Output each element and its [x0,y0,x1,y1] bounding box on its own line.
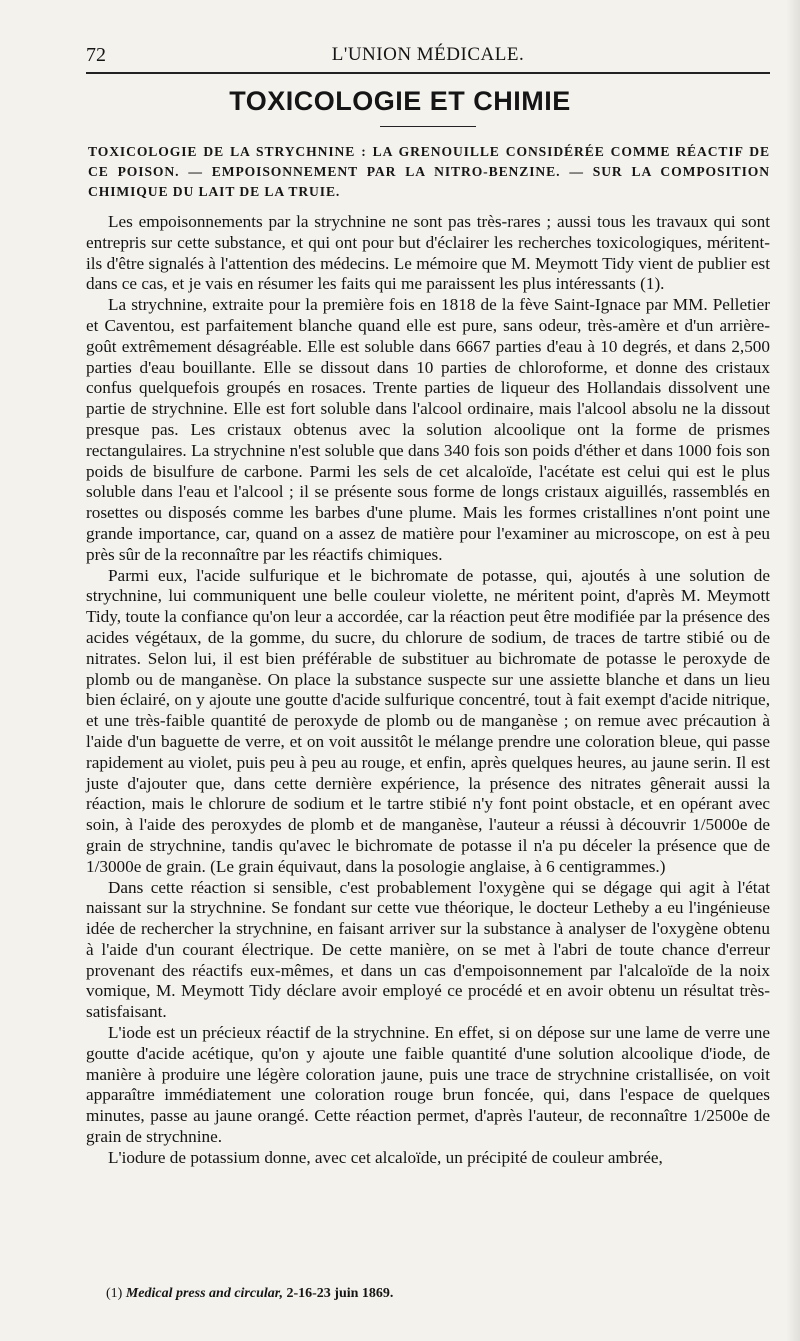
paragraph: L'iode est un précieux réactif de la strychnine. En effet, si on dépose sur une lame de verre une goutte d'acide acétique, qu'on y ajoute une faible quantité d'une solution alcoolique d'iode, de manière à produire une légère coloration jaune, puis une trace de strychnine cristallisée, on voit apparaître immédiatement une coloration rouge brun foncée, qui, dans l'espace de quelques minutes, passe au jaune orangé. Cette réaction permet, d'après l'auteur, de reconnaître 1/2500e de grain de strychnine. [86,1023,770,1147]
running-head: L'UNION MÉDICALE. [331,44,525,65]
footnote-date: 2-16-23 juin 1869. [286,1286,394,1301]
paragraph: Parmi eux, l'acide sulfurique et le bichromate de potasse, qui, ajoutés à une solution de strychnine, lui communiquent une belle couleur violette, ne méritent point, d'après M. Meymott Tidy, toute la confiance qu'on leur a accordée, car la réaction peut être modifiée par la présence des acides végétaux, de la gomme, du sucre, du chlorure de sodium, de traces de tartre stibié ou de nitrates. Selon lui, il est bien préférable de substituer au bichromate de potasse le peroxyde de plomb ou de manganèse. On place la substance suspecte sur une assiette blanche et dans un lieu bien éclairé, on y ajoute une goutte d'acide sulfurique concentré, tout à fait exempt d'acide nitrique, et une très-faible quantité de peroxyde de plomb ou de manganèse ; on remue avec précaution à l'aide d'un baguette de verre, et on voit aussitôt le mélange prendre une coloration bleue, qui passe rapidement au violet, puis peu à peu au rouge, et enfin, après quelques heures, au jaune serin. Il est juste d'ajouter que, dans cette dernière expérience, la présence des nitrates gênerait aussi la réaction, mais le chlorure de sodium et le tartre stibié n'y font point obstacle, et en opérant avec soin, à l'aide des peroxydes de plomb et de manganèse, l'auteur a réussi à découvrir 1/5000e de grain de strychnine, tandis qu'avec le bichromate de potasse il n'a pu déceler la présence que de 1/3000e de grain. (Le grain équivaut, dans la posologie anglaise, à 6 centigrammes.) [86,565,770,876]
paragraph: L'iodure de potassium donne, avec cet alcaloïde, un précipité de couleur ambrée, [108,1147,663,1167]
paragraph: Dans cette réaction si sensible, c'est probablement l'oxygène qui se dégage qui agit à l'état naissant sur la strychnine. Se fondant sur cette vue théorique, le docteur Letheby a eu l'ingénieuse idée de rechercher la strychnine, en faisant arriver sur la substance à analyser de l'oxygène obtenu à l'aide d'un courant électrique. De cette manière, on se met à l'abri de toute chance d'erreur provenant des réactifs eux-mêmes, et dans un cas d'empoisonnement par l'alcaloïde de la noix vomique, M. Meymott Tidy déclare avoir employé ce procédé et en avoir obtenu un résultat très-satisfaisant. [86,877,770,1022]
footnote [106,1285,770,1303]
article-body [86,212,770,1169]
page-number: 72 [86,44,106,66]
footnote-marker: (1) [106,1286,123,1301]
header-rule [86,72,770,74]
title-rule [380,126,476,127]
footnote-source: Medical press and circular, [125,1286,283,1301]
paragraph: La strychnine, extraite pour la première fois en 1818 de la fève Saint-Ignace par MM. Pelletier et Caventou, est parfaitement blanche quand elle est pure, sans odeur, très-amère et d'un arrière-goût extrêmement désagréable. Elle est soluble dans 6667 parties d'eau à 10 degrés, et dans 2,500 parties d'eau bouillante. Elle se dissout dans 10 parties de chloroforme, et donne des cristaux confus quelquefois groupés en rosaces. Trente parties de liqueur des Hollandais dissolvent une partie de strychnine. Elle est fort soluble dans l'alcool ordinaire, mais l'alcool absolu ne la dissout presque pas. Les cristaux obtenus avec la solution alcoolique ont la forme de prismes rectangulaires. La strychnine n'est soluble que dans 340 fois son poids d'éther et dans 1000 fois son poids de bisulfure de carbone. Parmi les sels de cet alcaloïde, l'acétate est celui qui est le plus soluble dans l'eau et l'alcool ; il se présente sous forme de longs cristaux aiguillés, rassemblés en rosettes ou disposés comme les barbes d'une plume. Mais les formes cristallines n'ont point une grande importance, car, quand on a assez de matière pour l'examiner au microscope, on est à peu près sûr de la reconnaître par les réactifs chimiques. [86,295,770,564]
section-title: TOXICOLOGIE ET CHIMIE [229,86,571,116]
paragraph: Les empoisonnements par la strychnine ne sont pas très-rares ; aussi tous les travaux qui sont entrepris sur cette substance, et qui ont pour but d'éclairer les recherches toxicologiques, méritent-ils d'être signalés à l'attention des médecins. Le mémoire que M. Meymott Tidy vient de publier est dans ce cas, et je vais en résumer les faits qui me paraissent les plus intéressants (1). [86,212,770,294]
page-header [86,40,770,70]
page-edge-shadow [786,0,800,1341]
article-subhead: TOXICOLOGIE DE LA STRYCHNINE : LA GRENOUILLE CONSIDÉRÉE COMME RÉACTIF DE CE POISON. — EMPOISONNEMENT PAR LA NITRO-BENZINE. — SUR LA COMPOSITION CHIMIQUE DU LAIT DE LA TRUIE. [88,144,770,199]
